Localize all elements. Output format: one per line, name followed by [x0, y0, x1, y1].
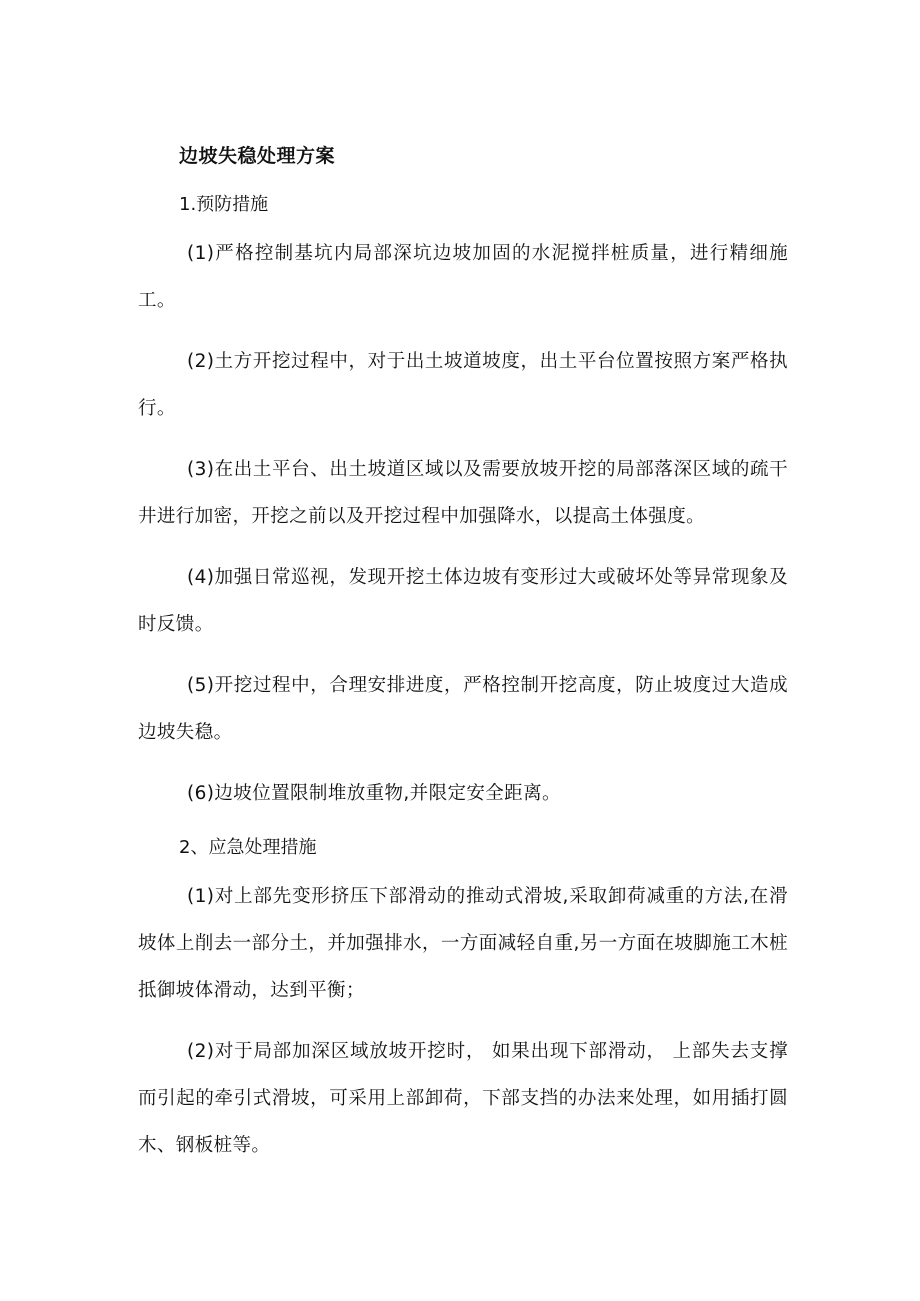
- prevention-item-1: (1)严格控制基坑内局部深坑边坡加固的水泥搅拌桩质量，进行精细施工。: [138, 243, 788, 311]
- document-body: [138, 136, 788, 1169]
- section-heading-prevention: 1.预防措施: [179, 194, 269, 215]
- prevention-item-3: (3)在出土平台、出土坡道区域以及需要放坡开挖的局部落深区域的疏干井进行加密，开挖之前以及开挖过程中加强降水，以提高土体强度。: [138, 459, 788, 527]
- emergency-item-1: (1)对上部先变形挤压下部滑动的推动式滑坡,采取卸荷减重的方法,在滑坡体上削去一部分土，并加强排水，一方面减轻自重,另一方面在坡脚施工木桩抵御坡体滑动，达到平衡；: [138, 886, 788, 1001]
- emergency-item-2: (2)对于局部加深区域放坡开挖时， 如果出现下部滑动， 上部失去支撑而引起的牵引式滑坡，可采用上部卸荷，下部支挡的办法来处理，如用插打圆木、钢板桩等。: [138, 1041, 788, 1156]
- prevention-item-4: (4)加强日常巡视，发现开挖土体边坡有变形过大或破坏处等异常现象及时反馈。: [138, 567, 788, 635]
- prevention-item-2: (2)土方开挖过程中，对于出土坡道坡度，出土平台位置按照方案严格执行。: [138, 351, 788, 419]
- section-heading-emergency: 2、应急处理措施: [179, 837, 317, 858]
- prevention-item-5: (5)开挖过程中，合理安排进度，严格控制开挖高度，防止坡度过大造成边坡失稳。: [138, 675, 788, 743]
- document-title: 边坡失稳处理方案: [179, 145, 336, 167]
- prevention-item-6: (6)边坡位置限制堆放重物,并限定安全距离。: [187, 783, 561, 804]
